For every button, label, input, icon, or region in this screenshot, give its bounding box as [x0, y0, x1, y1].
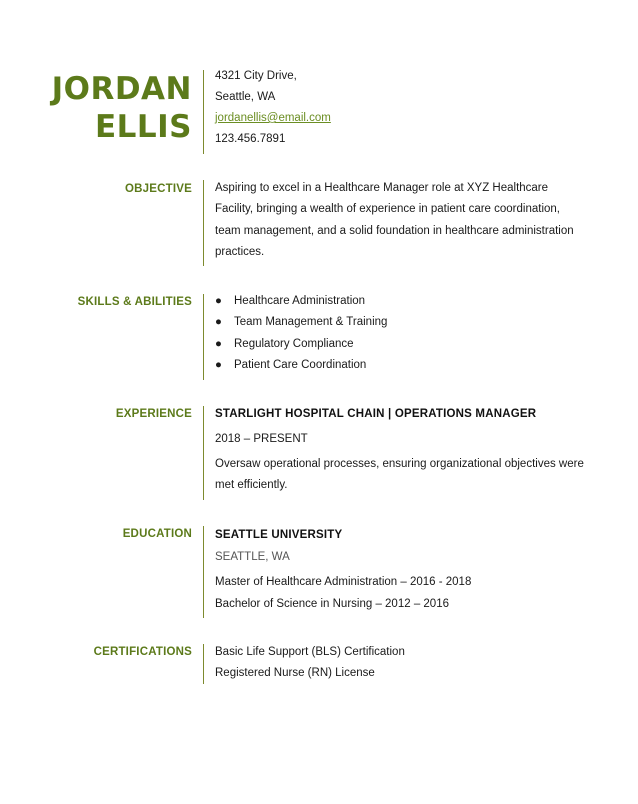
list-item [215, 355, 590, 376]
address-line-1: 4321 City Drive, [215, 70, 297, 82]
skill-label: Team Management & Training [234, 316, 388, 329]
experience-divider [203, 406, 204, 500]
experience-details [215, 404, 587, 497]
objective-heading: OBJECTIVE [125, 183, 192, 195]
skill-label: Patient Care Coordination [234, 358, 367, 371]
last-name: ELLIS [94, 109, 192, 145]
certification-item: Registered Nurse (RN) License [215, 667, 375, 679]
phone-number: 123.456.7891 [215, 133, 286, 145]
education-section [0, 526, 638, 622]
certifications-heading: CERTIFICATIONS [93, 646, 192, 658]
certifications-section [0, 644, 638, 690]
job-description: Oversaw operational processes, ensuring organizational objectives were met efficiently. [215, 458, 584, 492]
education-divider [203, 526, 204, 618]
bullet-icon: ● [215, 316, 222, 329]
address-line-2: Seattle, WA [215, 91, 276, 103]
list-item [215, 312, 590, 333]
header-divider [203, 70, 204, 154]
first-name: JORDAN [51, 71, 192, 107]
bullet-icon: ● [215, 295, 222, 307]
bullet-icon: ● [215, 337, 222, 350]
job-title: STARLIGHT HOSPITAL CHAIN | OPERATIONS MANAGER [215, 408, 537, 420]
bullet-icon: ● [215, 358, 222, 371]
skill-label: Regulatory Compliance [234, 337, 354, 350]
degree-1: Master of Healthcare Administration – 2016 - 2018 [215, 576, 472, 588]
skills-list [215, 291, 590, 376]
email-link[interactable]: jordanellis@email.com [215, 112, 331, 124]
education-heading: EDUCATION [122, 528, 192, 540]
objective-text: Aspiring to excel in a Healthcare Manager role at XYZ Healthcare Facility, bringing a wealth of experience in patient care coordination, team management, and a solid foundation in healthcare administration practices. [215, 182, 574, 258]
resume-header [0, 70, 638, 156]
experience-section [0, 406, 638, 502]
list-item [215, 334, 590, 355]
contact-info [215, 66, 590, 150]
certifications-list [215, 642, 590, 684]
objective-divider [203, 180, 204, 266]
objective-section [0, 180, 638, 270]
skills-section [0, 294, 638, 384]
school-name: SEATTLE UNIVERSITY [215, 529, 343, 541]
certifications-divider [203, 644, 204, 684]
education-details [215, 525, 590, 615]
list-item [215, 291, 590, 312]
skills-divider [203, 294, 204, 380]
job-dates: 2018 – PRESENT [215, 433, 308, 445]
name-block [20, 70, 192, 146]
school-location: SEATTLE, WA [215, 551, 290, 563]
skills-heading: SKILLS & ABILITIES [77, 296, 192, 308]
skill-label: Healthcare Administration [234, 295, 366, 307]
certification-item: Basic Life Support (BLS) Certification [215, 646, 405, 658]
degree-2: Bachelor of Science in Nursing – 2012 – 2016 [215, 598, 449, 610]
experience-heading: EXPERIENCE [115, 408, 192, 420]
skills-list-container [215, 291, 590, 376]
